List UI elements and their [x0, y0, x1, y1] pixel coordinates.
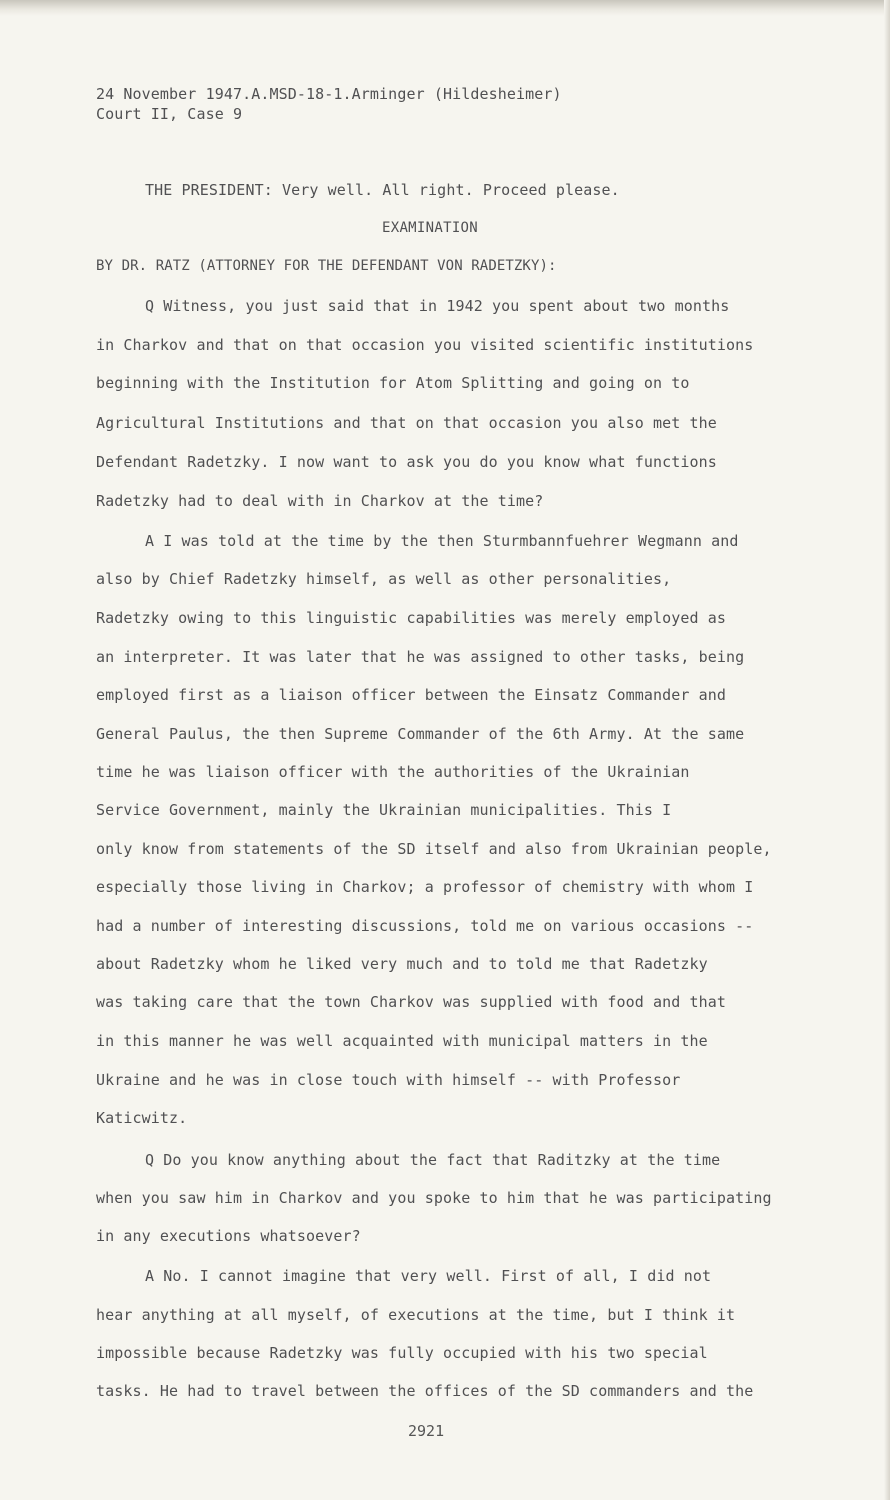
body-line: General Paulus, the then Supreme Commander of the 6th Army. At the same [96, 725, 745, 743]
body-line: had a number of interesting discussions, told me on various occasions -- [96, 917, 754, 935]
body-line: A I was told at the time by the then Sturmbannfuehrer Wegmann and [145, 532, 739, 550]
body-line: in Charkov and that on that occasion you visited scientific institutions [96, 336, 754, 354]
header-line-court: Court II, Case 9 [96, 105, 243, 123]
page-right-edge [884, 0, 890, 1500]
body-line: Agricultural Institutions and that on that occasion you also met the [96, 414, 717, 432]
body-line: only know from statements of the SD itself and also from Ukrainian people, [96, 840, 772, 858]
header-line-date: 24 November 1947.A.MSD-18-1.Arminger (Hildesheimer) [96, 85, 562, 103]
body-line: Defendant Radetzky. I now want to ask you do you know what functions [96, 453, 717, 471]
body-line: about Radetzky whom he liked very much and to told me that Radetzky [96, 955, 708, 973]
body-line: employed first as a liaison officer between the Einsatz Commander and [96, 686, 727, 704]
body-line: Ukraine and he was in close touch with himself -- with Professor [96, 1071, 681, 1089]
body-line: hear anything at all myself, of executions at the time, but I think it [96, 1306, 736, 1324]
president-statement: THE PRESIDENT: Very well. All right. Proceed please. [145, 181, 620, 199]
body-line: A No. I cannot imagine that very well. First of all, I did not [145, 1267, 712, 1285]
body-line: in this manner he was well acquainted with municipal matters in the [96, 1032, 708, 1050]
body-line: in any executions whatsoever? [96, 1227, 361, 1245]
body-line: time he was liaison officer with the authorities of the Ukrainian [96, 763, 690, 781]
body-line: was taking care that the town Charkov was supplied with food and that [96, 993, 727, 1011]
body-line: Radetzky had to deal with in Charkov at the time? [96, 492, 544, 510]
page-number: 2921 [408, 1422, 445, 1440]
body-line: Q Do you know anything about the fact that Raditzky at the time [145, 1151, 721, 1169]
body-line: impossible because Radetzky was fully occupied with his two special [96, 1344, 708, 1362]
body-line: also by Chief Radetzky himself, as well as other personalities, [96, 570, 672, 588]
body-line: when you saw him in Charkov and you spoke to him that he was participating [96, 1189, 772, 1207]
page-top-edge [0, 0, 890, 16]
body-line: tasks. He had to travel between the offices of the SD commanders and the [96, 1382, 754, 1400]
body-line: Service Government, mainly the Ukrainian municipalities. This I [96, 801, 672, 819]
body-line: beginning with the Institution for Atom Splitting and going on to [96, 374, 690, 392]
examination-heading: EXAMINATION [382, 220, 479, 236]
body-line: Radetzky owing to this linguistic capabilities was merely employed as [96, 609, 727, 627]
body-line: an interpreter. It was later that he was assigned to other tasks, being [96, 648, 745, 666]
body-line: Katicwitz. [96, 1109, 188, 1127]
body-line: Q Witness, you just said that in 1942 you spent about two months [145, 297, 730, 315]
body-line: especially those living in Charkov; a professor of chemistry with whom I [96, 878, 754, 896]
examiner-line: BY DR. RATZ (ATTORNEY FOR THE DEFENDANT VON RADETZKY): [96, 258, 557, 274]
